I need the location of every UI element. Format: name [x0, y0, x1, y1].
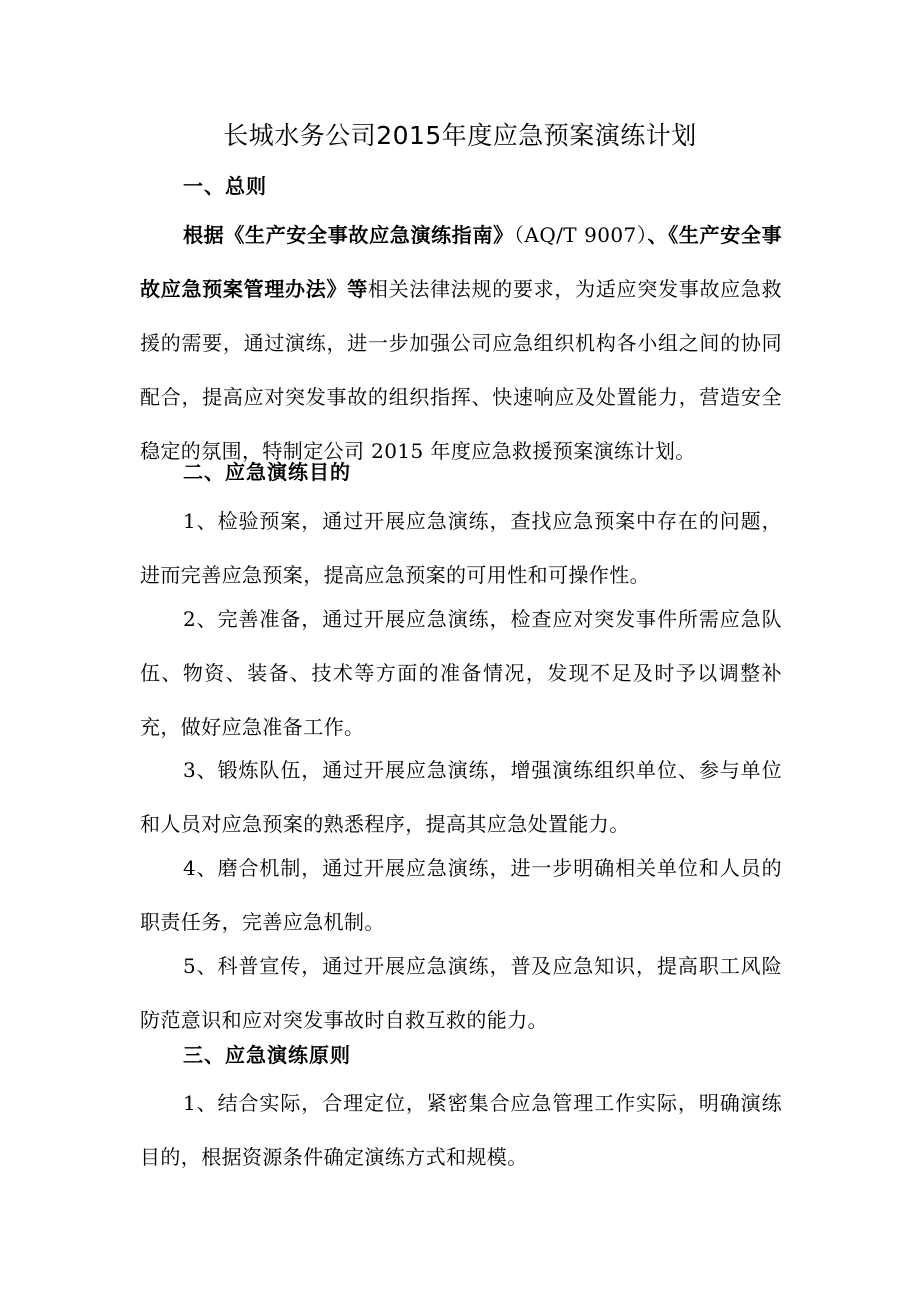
purpose-item-1: 1、检验预案，通过开展应急演练，查找应急预案中存在的问题，进而完善应急预案，提高应急预案的可用性和可操作性。 [140, 509, 782, 587]
intro-body-text: 相关法律法规的要求，为适应突发事故应急救援的需要，通过演练，进一步加强公司应急组织机构各小组之间的协同配合，提高应对突发事故的组织指挥、快速响应及处置能力，营造安全稳定的氛围，特制定公司 2015 年度应急救援预案演练计划。 [140, 277, 782, 463]
section-heading-purpose: 二、应急演练目的 [183, 460, 351, 484]
section-heading-principles: 三、应急演练原则 [183, 1043, 351, 1067]
intro-standard-code: （AQ/T 9007） [513, 223, 648, 247]
section-heading-general: 一、总则 [183, 174, 267, 198]
document-title: 长城水务公司2015年度应急预案演练计划 [223, 121, 697, 150]
intro-bold-text-1: 根据《生产安全事故应急演练指南》 [183, 223, 514, 247]
purpose-item-5: 5、科普宣传，通过开展应急演练，普及应急知识，提高职工风险防范意识和应对突发事故时自救互救的能力。 [140, 954, 782, 1032]
general-paragraph [140, 208, 782, 478]
principle-item-1: 1、结合实际，合理定位，紧密集合应急管理工作实际，明确演练目的，根据资源条件确定演练方式和规模。 [140, 1091, 782, 1169]
purpose-item-3: 3、锻炼队伍，通过开展应急演练，增强演练组织单位、参与单位和人员对应急预案的熟悉程序，提高其应急处置能力。 [140, 758, 782, 836]
purpose-item-4: 4、磨合机制，通过开展应急演练，进一步明确相关单位和人员的职责任务，完善应急机制。 [140, 856, 782, 934]
intro-bold-text-2: 、《生产安全事故应急预案管理办法》等 [140, 223, 782, 301]
purpose-item-2: 2、完善准备，通过开展应急演练，检查应对突发事件所需应急队伍、物资、装备、技术等方面的准备情况，发现不足及时予以调整补充，做好应急准备工作。 [140, 607, 782, 739]
